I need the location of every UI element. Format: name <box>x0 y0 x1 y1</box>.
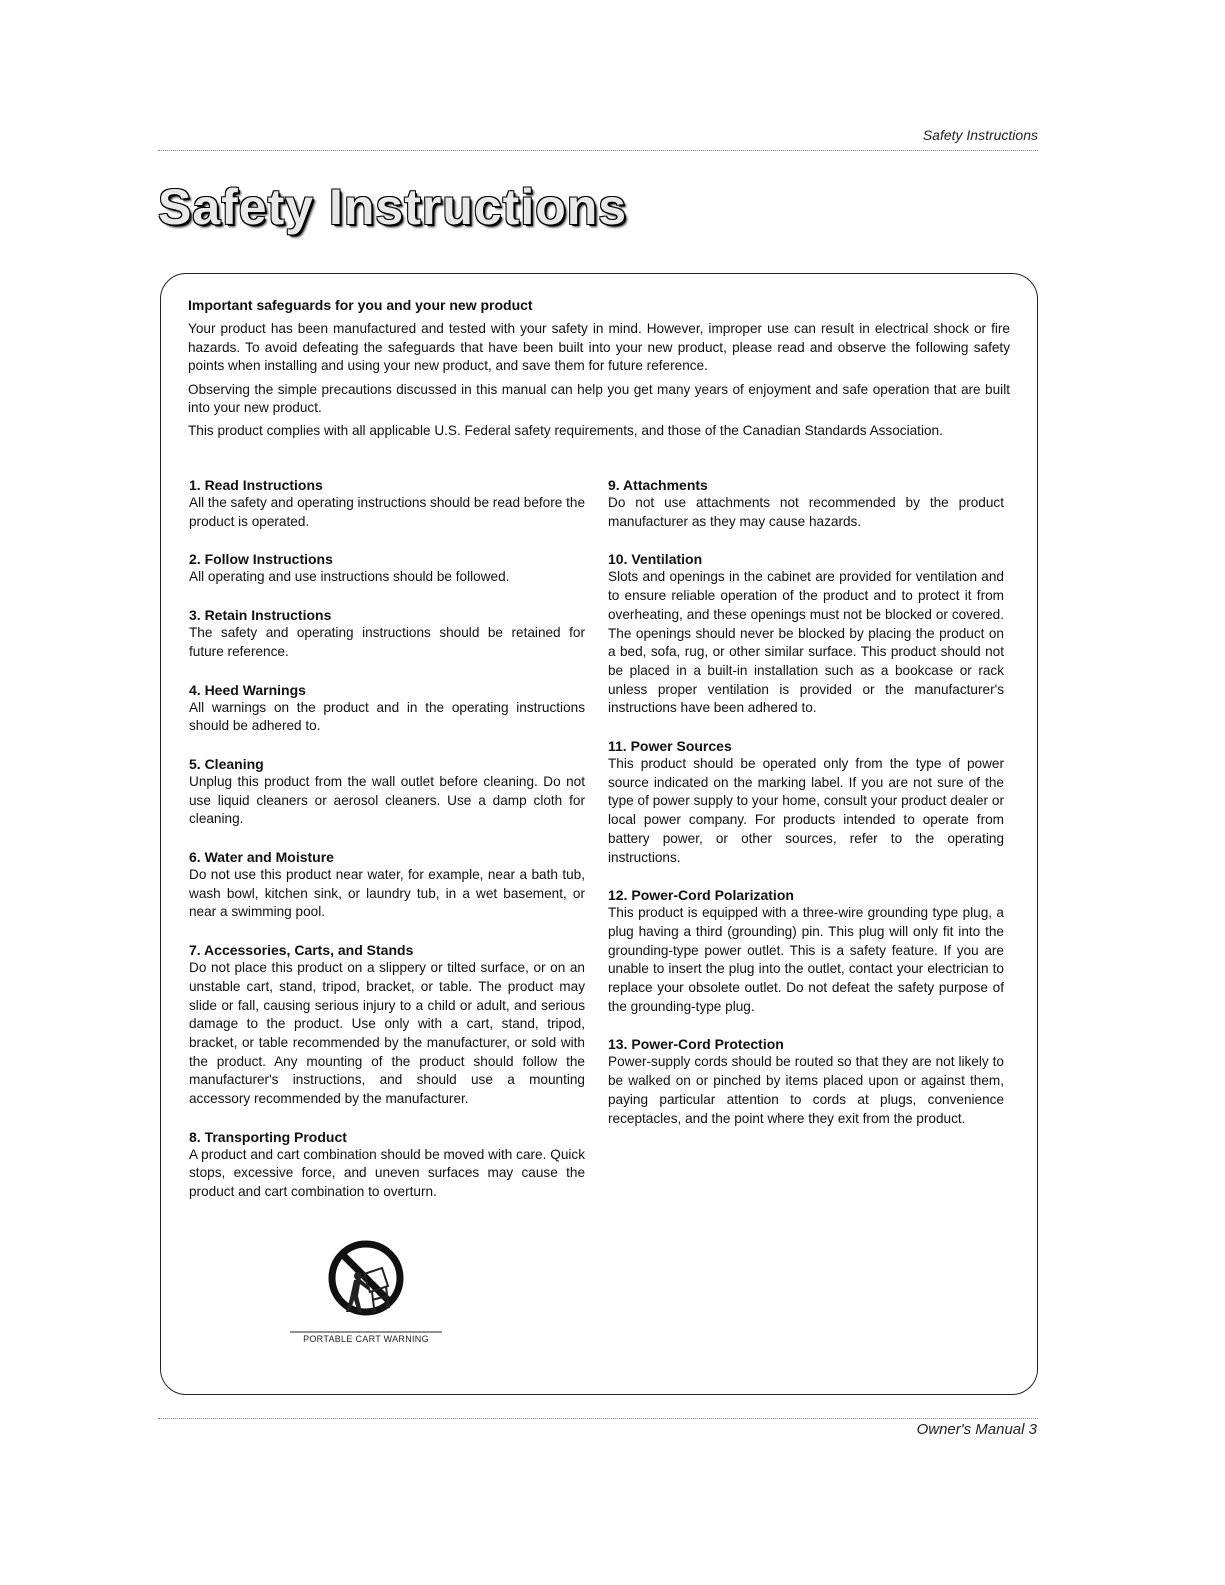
safety-item-body: Do not use this product near water, for example, near a bath tub, wash bowl, kitchen sink, or laundry tub, in a wet basement, or near a swimming pool. <box>189 867 585 920</box>
safety-item-title: 8. Transporting Product <box>189 1128 347 1145</box>
safety-item <box>189 755 585 829</box>
safety-item <box>189 606 585 661</box>
safety-item-body: All the safety and operating instructions should be read before the product is operated. <box>189 495 585 529</box>
safety-item <box>189 476 585 531</box>
safety-item-body: Do not use attachments not recommended by the product manufacturer as they may cause hazards. <box>608 495 1004 529</box>
safety-item-body: All operating and use instructions should be followed. <box>189 569 510 585</box>
safety-item <box>608 550 1004 718</box>
safety-item-title: 12. Power-Cord Polarization <box>608 887 794 904</box>
safety-item <box>189 1128 585 1202</box>
safety-item <box>189 681 585 736</box>
header-divider <box>158 150 1038 151</box>
page-footer: Owner's Manual 3 <box>916 1421 1037 1438</box>
portable-cart-warning-icon <box>290 1234 442 1346</box>
safety-item-body: Slots and openings in the cabinet are provided for ventilation and to ensure reliable operation of the product and to protect it from overheating, and these openings must not be blocked or covered. The openings should never be blocked by placing the product on a bed, sofa, rug, or other similar surface. This product should not be placed in a built-in installation such as a bookcase or rack unless proper ventilation is provided or the manufacturer's instructions have been adhered to. <box>608 569 1004 716</box>
safety-item <box>608 886 1004 1016</box>
safety-item <box>608 1035 1004 1128</box>
safety-item-body: This product is equipped with a three-wire grounding type plug, a plug having a third (grounding) pin. This plug will only fit into the grounding-type power outlet. This is a safety feature. If you are unable to insert the plug into the outlet, contact your electrician to replace your obsolete outlet. Do not defeat the safety purpose of the grounding-type plug. <box>608 905 1004 1014</box>
safety-item-title: 6. Water and Moisture <box>189 849 334 866</box>
safety-item-title: 11. Power Sources <box>608 738 732 755</box>
safety-item <box>189 941 585 1109</box>
safety-item-title: 3. Retain Instructions <box>189 607 332 624</box>
safety-item-body: All warnings on the product and in the operating instructions should be adhered to. <box>189 699 585 734</box>
safety-item <box>189 848 585 922</box>
left-column <box>189 476 585 1221</box>
safety-item <box>189 550 585 587</box>
safety-item <box>608 476 1004 531</box>
safety-item <box>608 737 1004 867</box>
safety-item-title: 2. Follow Instructions <box>189 551 333 568</box>
page-title: Safety Instructions <box>158 179 628 235</box>
footer-divider <box>158 1418 1038 1419</box>
safety-item-title: 10. Ventilation <box>608 551 703 568</box>
safety-item-body: Unplug this product from the wall outlet before cleaning. Do not use liquid cleaners or aerosol cleaners. Use a damp cloth for cleaning. <box>189 773 585 827</box>
intro-section <box>188 296 1010 446</box>
safety-item-body: Do not place this product on a slippery or tilted surface, or on an unstable cart, stand, tripod, bracket, or table. The product may slide or fall, causing serious injury to a child or adult, and serious damage to the product. Use only with a cart, stand, tripod, bracket, or table recommended by the manufacturer, or sold with the product. Any mounting of the product should follow the manufacturer's instructions, and should use a mounting accessory recommended by the manufacturer. <box>189 960 585 1107</box>
safety-item-body: The safety and operating instructions should be retained for future reference. <box>189 625 585 659</box>
intro-paragraph: Your product has been manufactured and tested with your safety in mind. However, improper use can result in electrical shock or fire hazards. To avoid defeating the safeguards that have been built into your new product, please read and observe the following safety points when installing and using your new product, and save them for future reference. <box>188 321 1010 374</box>
safety-item-title: 9. Attachments <box>608 477 708 493</box>
safety-item-title: 5. Cleaning <box>189 755 264 772</box>
safety-item-title: 13. Power-Cord Protection <box>608 1036 784 1053</box>
intro-paragraph: Observing the simple precautions discussed in this manual can help you get many years of enjoyment and safe operation that are built into your new product. <box>188 381 1010 416</box>
cart-warning-caption: PORTABLE CART WARNING <box>303 1334 429 1344</box>
intro-heading: Important safeguards for you and your new product <box>188 297 533 313</box>
right-column <box>608 476 1004 1147</box>
safety-item-title: 1. Read Instructions <box>189 477 323 493</box>
safety-item-title: 7. Accessories, Carts, and Stands <box>189 942 414 959</box>
safety-item-body: A product and cart combination should be moved with care. Quick stops, excessive force, and uneven surfaces may cause the product and cart combination to overturn. <box>189 1146 585 1200</box>
safety-item-body: This product should be operated only from the type of power source indicated on the marking label. If you are not sure of the type of power supply to your home, consult your product dealer or local power company. For products intended to operate from battery power, or other sources, refer to the operating instructions. <box>608 756 1004 865</box>
safety-item-body: Power-supply cords should be routed so that they are not likely to be walked on or pinched by items placed upon or against them, paying particular attention to cords at plugs, convenience receptacles, and the point where they exit from the product. <box>608 1054 1004 1126</box>
intro-paragraph: This product complies with all applicable U.S. Federal safety requirements, and those of the Canadian Standards Association. <box>188 423 943 439</box>
safety-item-title: 4. Heed Warnings <box>189 681 306 698</box>
running-header: Safety Instructions <box>922 127 1038 143</box>
